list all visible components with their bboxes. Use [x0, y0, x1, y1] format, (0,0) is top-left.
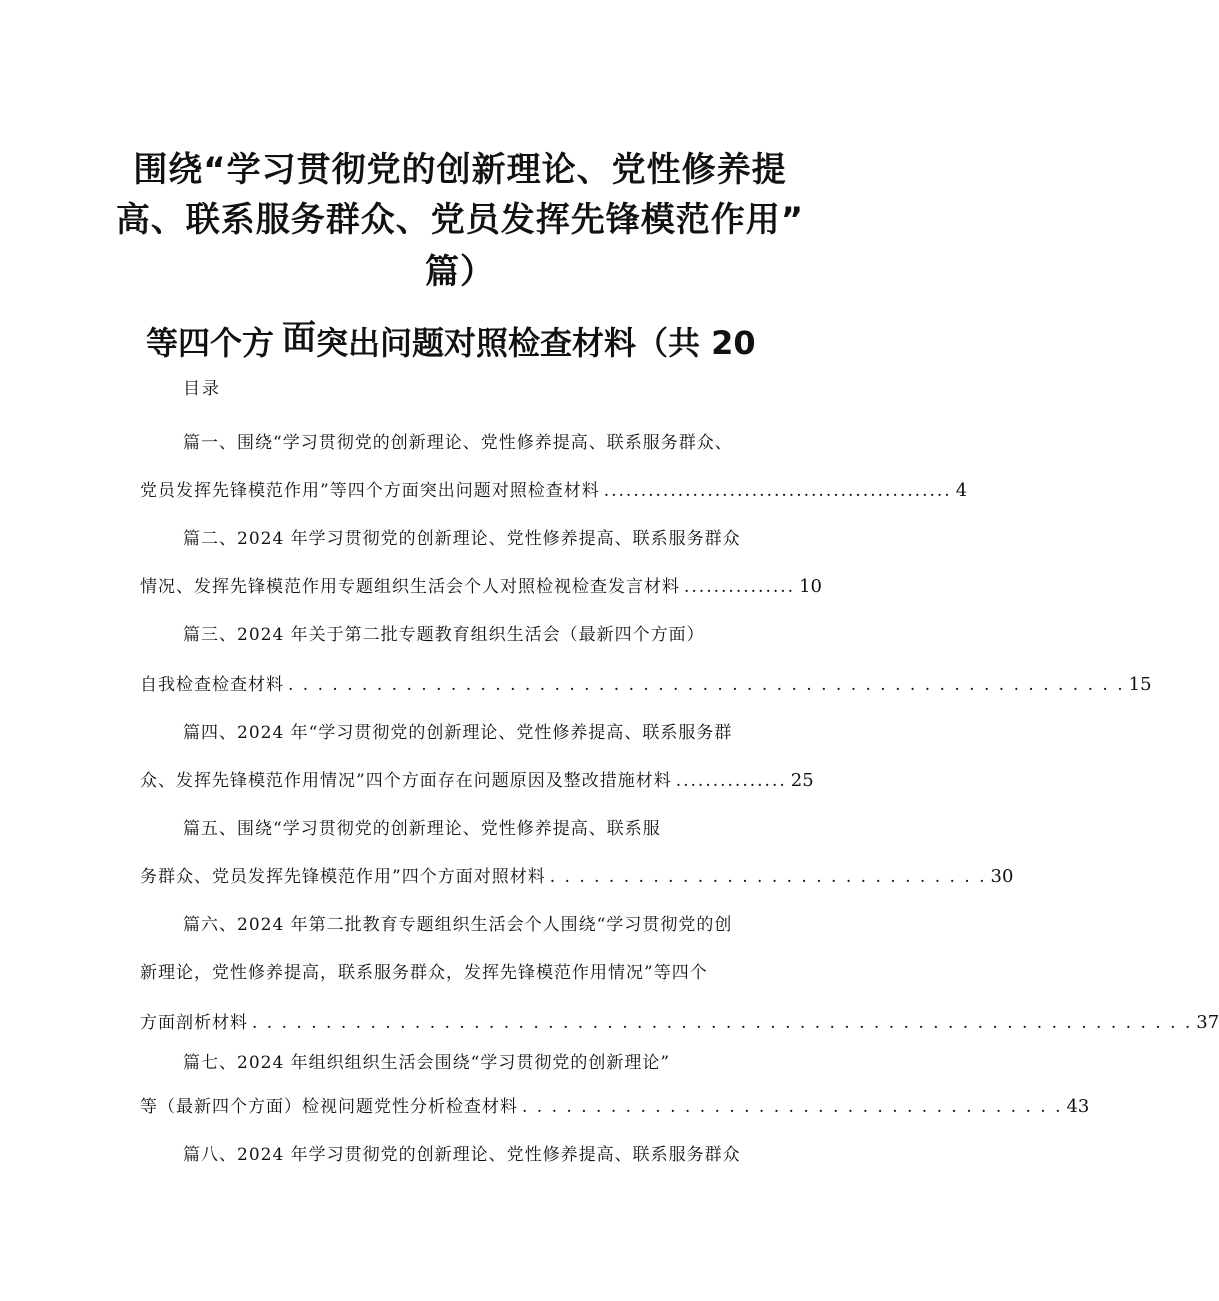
toc-entry-4-text: 众、发挥先锋模范作用情况”四个方面存在问题原因及整改措施材料: [140, 771, 672, 791]
title-line-3: 篇）: [425, 252, 495, 292]
toc-entry-3-link[interactable]: [140, 670, 1152, 695]
toc-entry-2-text: 情况、发挥先锋模范作用专题组织生活会个人对照检视检查发言材料: [140, 577, 680, 597]
title-line-4-part1: 等四个方: [146, 324, 275, 362]
toc-entry-5-text: 务群众、党员发挥先锋模范作用”四个方面对照材料: [140, 867, 546, 887]
toc-entry-7-line-1: 篇七、2024 年组织组织生活会围绕“学习贯彻党的创新理论”: [183, 1053, 671, 1073]
toc-entry-2-link[interactable]: [140, 572, 822, 597]
toc-entry-8-line-1: 篇八、2024 年学习贯彻党的创新理论、党性修养提高、联系服务群众: [183, 1145, 741, 1165]
title-line-4-part3: 突出问题对照检查材料（共 20: [316, 324, 756, 362]
toc-entry-5-line-1: 篇五、围绕“学习贯彻党的创新理论、党性修养提高、联系服: [183, 819, 661, 839]
toc-entry-5-page: 30: [990, 866, 1014, 887]
toc-entry-5-link[interactable]: [140, 862, 1014, 887]
toc-heading: 目录: [183, 379, 221, 399]
toc-entry-3-line-1: 篇三、2024 年关于第二批专题教育组织生活会（最新四个方面）: [183, 625, 705, 645]
toc-entry-4-line-1: 篇四、2024 年“学习贯彻党的创新理论、党性修养提高、联系服务群: [183, 723, 733, 743]
toc-entry-2-leader: ...............: [684, 577, 796, 597]
toc-entry-3-leader: . . . . . . . . . . . . . . . . . . . . . . . . . . . . . . . . . . . . . . . . . . . . . . . . . . . . . . . . .: [288, 675, 1125, 695]
title-line-4: [146, 318, 756, 364]
toc-entry-1-leader: ...............................................: [603, 481, 952, 501]
toc-entry-7-text: 等（最新四个方面）检视问题党性分析检查材料: [140, 1097, 518, 1117]
toc-entry-1-page: 4: [955, 480, 968, 501]
toc-entry-7-leader: . . . . . . . . . . . . . . . . . . . . . . . . . . . . . . . . . . . . .: [522, 1097, 1063, 1117]
toc-entry-3-page: 15: [1128, 674, 1152, 695]
title-line-4-part2: 面: [282, 318, 316, 358]
toc-entry-6-line-1: 篇六、2024 年第二批教育专题组织生活会个人围绕“学习贯彻党的创: [183, 915, 733, 935]
toc-entry-7-link[interactable]: [140, 1092, 1090, 1117]
toc-entry-1-line-1: 篇一、围绕“学习贯彻党的创新理论、党性修养提高、联系服务群众、: [183, 433, 733, 453]
toc-entry-4-leader: ...............: [675, 771, 787, 791]
toc-entry-6-text: 方面剖析材料: [140, 1013, 248, 1033]
toc-entry-1-text: 党员发挥先锋模范作用”等四个方面突出问题对照检查材料: [140, 481, 600, 501]
toc-entry-2-line-1: 篇二、2024 年学习贯彻党的创新理论、党性修养提高、联系服务群众: [183, 529, 741, 549]
toc-entry-6-link[interactable]: [140, 1008, 1219, 1033]
toc-entry-7-page: 43: [1066, 1096, 1090, 1117]
toc-entry-6-leader: . . . . . . . . . . . . . . . . . . . . . . . . . . . . . . . . . . . . . . . . . . . . . . . . . . . . . . . . . . . . . . . .: [252, 1013, 1193, 1033]
toc-entry-6-page: 37: [1196, 1012, 1219, 1033]
title-line-2: 高、联系服务群众、党员发挥先锋模范作用”: [115, 200, 805, 240]
toc-entry-5-leader: . . . . . . . . . . . . . . . . . . . . . . . . . . . . . .: [549, 867, 987, 887]
toc-entry-4-link[interactable]: [140, 766, 814, 791]
toc-entry-3-text: 自我检查检查材料: [140, 675, 284, 695]
toc-entry-4-page: 25: [790, 770, 814, 791]
toc-entry-2-page: 10: [799, 576, 822, 597]
title-line-1: 围绕“学习贯彻党的创新理论、党性修养提: [133, 150, 787, 190]
toc-entry-1-link[interactable]: [140, 476, 968, 501]
toc-entry-6-line-2: 新理论，党性修养提高，联系服务群众，发挥先锋模范作用情况”等四个: [140, 963, 708, 983]
